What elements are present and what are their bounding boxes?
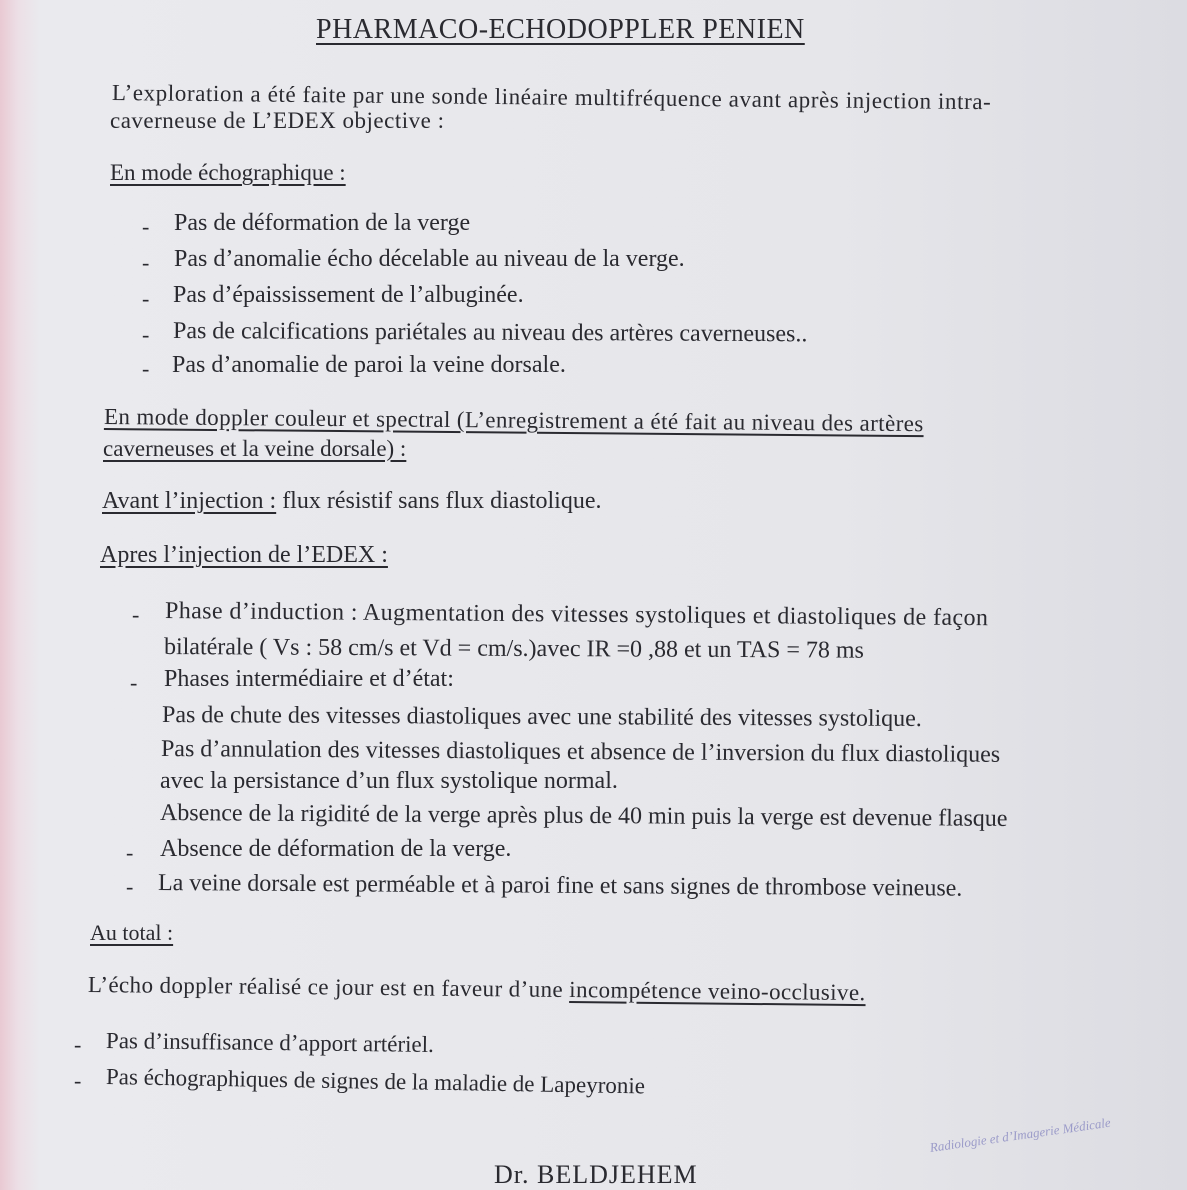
phase-intermediaire-line-4: avec la persistance d’un flux systolique normal. <box>160 768 618 794</box>
bullet-dash: - <box>142 250 150 275</box>
bullet-dash: - <box>130 670 138 695</box>
echo-mode-heading: En mode échographique : <box>110 160 346 185</box>
echo-item: Pas de calcifications pariétales au niveau des artères caverneuses.. <box>172 318 808 348</box>
item-absence-deformation: Absence de déformation de la verge. <box>160 836 512 862</box>
avant-injection-label: Avant l’injection : <box>102 488 277 514</box>
echo-item: Pas d’anomalie écho décelable au niveau de la verge. <box>174 246 685 272</box>
conclusion-emphasis: incompétence veino-occlusive. <box>569 977 866 1006</box>
stamp: Radiologie et d’Imagerie Médicale <box>928 1114 1112 1155</box>
phase-intermediaire-line-2: Pas de chute des vitesses diastoliques avec une stabilité des vitesses systolique. <box>161 702 922 732</box>
echo-item: Pas d’anomalie de paroi la veine dorsale. <box>172 352 566 378</box>
bullet-dash: - <box>74 1032 82 1057</box>
phase-intermediaire-line-1: Phases intermédiaire et d’état: <box>164 666 454 692</box>
apres-injection-heading: Apres l’injection de l’EDEX : <box>100 542 388 568</box>
bullet-dash: - <box>74 1068 82 1093</box>
phase-induction-line-1: Phase d’induction : Augmentation des vitesses systoliques et diastoliques de façon <box>164 598 989 632</box>
au-total-heading: Au total : <box>90 920 174 945</box>
item-veine-dorsale: La veine dorsale est perméable et à paroi fine et sans signes de thrombose veineuse. <box>157 870 963 902</box>
intro-line-2: caverneuse de L’EDEX objective : <box>110 108 445 133</box>
final-item: Pas échographiques de signes de la maladie de Lapeyronie <box>105 1064 646 1099</box>
avant-injection-line <box>102 488 601 515</box>
bullet-dash: - <box>142 322 150 347</box>
doppler-heading-line-1: En mode doppler couleur et spectral (L’enregistrement a été fait au niveau des artères <box>103 404 924 437</box>
bullet-dash: - <box>132 602 140 627</box>
conclusion-line <box>88 972 866 1006</box>
final-item: Pas d’insuffisance d’apport artériel. <box>105 1028 434 1058</box>
bullet-dash: - <box>142 356 150 381</box>
report-title: PHARMACO-ECHODOPPLER PENIEN <box>316 14 805 45</box>
bullet-dash: - <box>142 214 150 239</box>
bullet-dash: - <box>126 874 134 899</box>
phase-induction-line-2: bilatérale ( Vs : 58 cm/s et Vd = cm/s.)avec IR =0 ,88 et un TAS = 78 ms <box>163 634 864 664</box>
signature: Dr. BELDJEHEM <box>494 1160 698 1189</box>
avant-injection-text: flux résistif sans flux diastolique. <box>276 488 602 514</box>
phase-intermediaire-line-3: Pas d’annulation des vitesses diastoliques et absence de l’inversion du flux diastoliques <box>160 736 1001 768</box>
conclusion-prefix: L’écho doppler réalisé ce jour est en faveur d’une <box>87 972 570 1003</box>
bullet-dash: - <box>126 840 134 865</box>
echo-item: Pas de déformation de la verge <box>174 210 471 236</box>
intro-line-1: L’exploration a été faite par une sonde linéaire multifréquence avant après injection intra- <box>111 80 992 115</box>
doppler-heading-line-2: caverneuses et la veine dorsale) : <box>103 436 407 461</box>
phase-intermediaire-line-5: Absence de la rigidité de la verge après plus de 40 min puis la verge est devenue flasque <box>159 800 1008 832</box>
echo-item: Pas d’épaississement de l’albuginée. <box>173 282 524 308</box>
bullet-dash: - <box>142 286 150 311</box>
